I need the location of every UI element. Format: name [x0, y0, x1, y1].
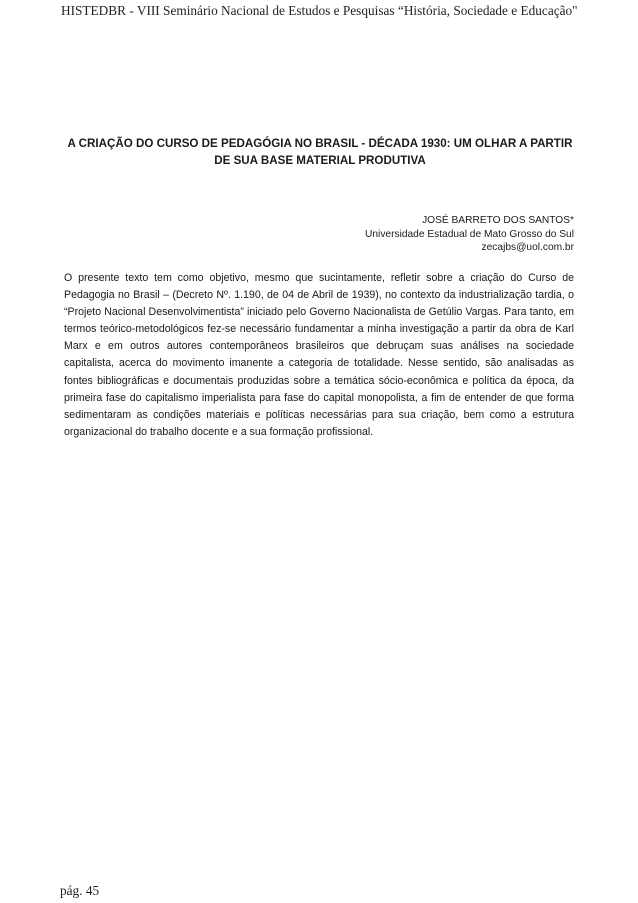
- article-title: A CRIAÇÃO DO CURSO DE PEDAGÓGIA NO BRASIL - DÉCADA 1930: UM OLHAR A PARTIR DE SUA BASE MATERIAL PRODUTIVA: [67, 137, 573, 167]
- running-header: HISTEDBR - VIII Seminário Nacional de Estudos e Pesquisas “História, Sociedade e Educação": [61, 3, 578, 18]
- author-block: [300, 214, 574, 255]
- abstract-paragraph: O presente texto tem como objetivo, mesmo que sucintamente, refletir sobre a criação do Curso de Pedagogia no Brasil – (Decreto Nº. 1.190, de 04 de Abril de 1939), no contexto da industrialização tardia, o “Projeto Nacional Desenvolvimentista” iniciado pelo Governo Nacionalista de Getúlio Vargas. Para tanto, em termos teórico-metodológicos fez-se necessário fundamentar a minha investigação a partir da obra de Karl Marx e em outros autores contemporâneos brasileiros que debruçam suas análises na sociedade capitalista, acerca do movimento imanente a categoria de totalidade. Nesse sentido, são analisadas as fontes bibliográficas e documentais produzidas sobre a temática sócio-econômica e política da época, da primeira fase do capitalismo imperialista para fase do capital monopolista, a fim de entender de que forma sedimentaram as condições materiais e políticas necessárias para sua criação, bem como a estrutura organizacional do trabalho docente e a sua formação profissional.: [64, 272, 574, 438]
- author-institution: Universidade Estadual de Mato Grosso do Sul: [365, 228, 574, 240]
- author-email: zecajbs@uol.com.br: [481, 242, 574, 253]
- author-name: JOSÉ BARRETO DOS SANTOS*: [422, 215, 574, 226]
- page-number: pág. 45: [60, 883, 100, 898]
